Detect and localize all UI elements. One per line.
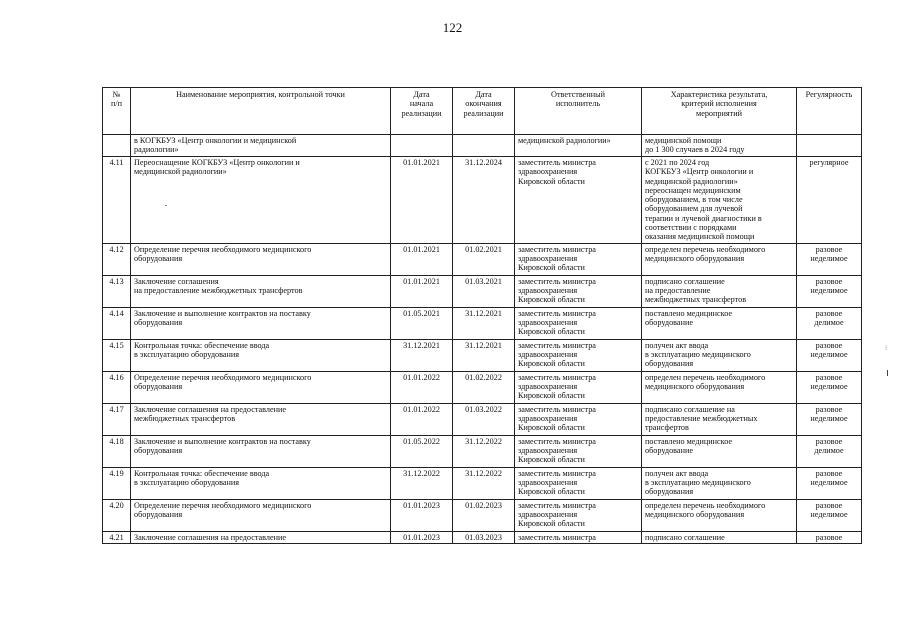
cell-name: Заключение и выполнение контрактов на поставку оборудования bbox=[131, 435, 391, 467]
cell-num: 4.19 bbox=[103, 467, 131, 499]
cell-num bbox=[103, 135, 131, 157]
cell-regularity: разовое неделимое bbox=[797, 243, 862, 275]
cell-responsible: заместитель министра здравоохранения Кировской области bbox=[515, 339, 642, 371]
table-row bbox=[103, 275, 862, 307]
header-end-date: Дата окончания реализации bbox=[453, 88, 515, 135]
cell-num: 4.14 bbox=[103, 307, 131, 339]
cell-result: медицинской помощи до 1 300 случаев в 2024 году bbox=[642, 135, 797, 157]
cell-responsible: заместитель министра bbox=[515, 531, 642, 543]
cell-regularity: разовое неделимое bbox=[797, 275, 862, 307]
cell-end: 01.02.2023 bbox=[453, 499, 515, 531]
cell-result: с 2021 по 2024 год КОГКБУЗ «Центр онкологии и медицинской радиологии» переоснащен медицинским оборудованием, в том числе оборудованием для лучевой терапии и лучевой диагностики в соответствии с порядками оказания медицинской помощи bbox=[642, 157, 797, 244]
cell-start: 31.12.2022 bbox=[391, 467, 453, 499]
cell-responsible: медицинской радиологии» bbox=[515, 135, 642, 157]
cell-start: 01.01.2021 bbox=[391, 275, 453, 307]
cell-name: Заключение соглашения на предоставление bbox=[131, 531, 391, 543]
cell-responsible: заместитель министра здравоохранения Кировской области bbox=[515, 499, 642, 531]
cell-start: 31.12.2021 bbox=[391, 339, 453, 371]
cell-name: Контрольная точка: обеспечение ввода в эксплуатацию оборудования bbox=[131, 467, 391, 499]
cell-start: 01.01.2022 bbox=[391, 403, 453, 435]
cell-num: 4.16 bbox=[103, 371, 131, 403]
table-row bbox=[103, 499, 862, 531]
cell-regularity: разовое неделимое bbox=[797, 339, 862, 371]
cell-start bbox=[391, 135, 453, 157]
cell-regularity: разовое делимое bbox=[797, 435, 862, 467]
cell-num: 4.21 bbox=[103, 531, 131, 543]
cell-name: Заключение соглашения на предоставление межбюджетных трансфертов bbox=[131, 275, 391, 307]
cell-name: Заключение соглашения на предоставление межбюджетных трансфертов bbox=[131, 403, 391, 435]
cell-regularity: регулярное bbox=[797, 157, 862, 244]
page-number: 122 bbox=[442, 20, 463, 35]
cell-end bbox=[453, 135, 515, 157]
table-row-continued bbox=[103, 135, 862, 157]
cell-regularity: разовое неделимое bbox=[797, 371, 862, 403]
header-num: № п/п bbox=[103, 88, 131, 135]
cell-regularity: разовое неделимое bbox=[797, 403, 862, 435]
cell-regularity bbox=[797, 135, 862, 157]
cell-responsible: заместитель министра здравоохранения Кировской области bbox=[515, 243, 642, 275]
cell-name: в КОГКБУЗ «Центр онкологии и медицинской радиологии» bbox=[131, 135, 391, 157]
cell-end: 31.12.2021 bbox=[453, 339, 515, 371]
cell-result: определен перечень необходимого медицинского оборудования bbox=[642, 371, 797, 403]
cell-end: 01.03.2021 bbox=[453, 275, 515, 307]
header-result: Характеристика результата, критерий исполнения мероприятий bbox=[642, 88, 797, 135]
cell-end: 01.02.2021 bbox=[453, 243, 515, 275]
header-regularity: Регулярность bbox=[797, 88, 862, 135]
cell-regularity: разовое bbox=[797, 531, 862, 543]
cell-name: Заключение и выполнение контрактов на поставку оборудования bbox=[131, 307, 391, 339]
cell-name: Определение перечня необходимого медицинского оборудования bbox=[131, 371, 391, 403]
cell-name: Определение перечня необходимого медицинского оборудования bbox=[131, 499, 391, 531]
table-row bbox=[103, 435, 862, 467]
cell-result: поставлено медицинское оборудование bbox=[642, 307, 797, 339]
cell-num: 4.13 bbox=[103, 275, 131, 307]
cell-regularity: разовое неделимое bbox=[797, 467, 862, 499]
cell-num: 4.11 bbox=[103, 157, 131, 244]
cell-num: 4.18 bbox=[103, 435, 131, 467]
cell-name: Определение перечня необходимого медицинского оборудования bbox=[131, 243, 391, 275]
cell-start: 01.01.2023 bbox=[391, 531, 453, 543]
cell-num: 4.20 bbox=[103, 499, 131, 531]
cell-num: 4.17 bbox=[103, 403, 131, 435]
cell-num: 4.15 bbox=[103, 339, 131, 371]
table-row bbox=[103, 467, 862, 499]
cell-responsible: заместитель министра здравоохранения Кировской области bbox=[515, 275, 642, 307]
cell-start: 01.01.2022 bbox=[391, 371, 453, 403]
margin-mark: ⁝ bbox=[885, 344, 888, 352]
cell-start: 01.05.2022 bbox=[391, 435, 453, 467]
cell-end: 01.02.2022 bbox=[453, 371, 515, 403]
cell-name: Переоснащение КОГКБУЗ «Центр онкологии и медицинской радиологии» bbox=[131, 157, 391, 244]
cell-end: 31.12.2021 bbox=[453, 307, 515, 339]
table-row bbox=[103, 243, 862, 275]
header-start-date: Дата начала реализации bbox=[391, 88, 453, 135]
cell-num: 4.12 bbox=[103, 243, 131, 275]
cell-start: 01.05.2021 bbox=[391, 307, 453, 339]
cell-result: определен перечень необходимого медицинского оборудования bbox=[642, 499, 797, 531]
cell-name: Контрольная точка: обеспечение ввода в эксплуатацию оборудования bbox=[131, 339, 391, 371]
cell-result: получен акт ввода в эксплуатацию медицинского оборудования bbox=[642, 467, 797, 499]
cell-responsible: заместитель министра здравоохранения Кировской области bbox=[515, 403, 642, 435]
cell-end: 01.03.2022 bbox=[453, 403, 515, 435]
cell-start: 01.01.2023 bbox=[391, 499, 453, 531]
cell-responsible: заместитель министра здравоохранения Кировской области bbox=[515, 307, 642, 339]
cell-end: 31.12.2024 bbox=[453, 157, 515, 244]
activities-table bbox=[102, 87, 862, 544]
cell-end: 31.12.2022 bbox=[453, 435, 515, 467]
cell-responsible: заместитель министра здравоохранения Кировской области bbox=[515, 371, 642, 403]
margin-tick bbox=[887, 370, 888, 376]
table-row bbox=[103, 371, 862, 403]
header-name: Наименование мероприятия, контрольной точки bbox=[131, 88, 391, 135]
table-row bbox=[103, 403, 862, 435]
cell-responsible: заместитель министра здравоохранения Кировской области bbox=[515, 467, 642, 499]
table-row bbox=[103, 339, 862, 371]
cell-result: поставлено медицинское оборудование bbox=[642, 435, 797, 467]
cell-result: подписано соглашение на предоставление межбюджетных трансфертов bbox=[642, 403, 797, 435]
table-header-row bbox=[103, 88, 862, 135]
cell-responsible: заместитель министра здравоохранения Кировской области bbox=[515, 435, 642, 467]
header-responsible: Ответственный исполнитель bbox=[515, 88, 642, 135]
cell-responsible: заместитель министра здравоохранения Кировской области bbox=[515, 157, 642, 244]
table-row bbox=[103, 531, 862, 543]
cell-result: подписано соглашение bbox=[642, 531, 797, 543]
cell-result: получен акт ввода в эксплуатацию медицинского оборудования bbox=[642, 339, 797, 371]
table-row bbox=[103, 307, 862, 339]
cell-regularity: разовое неделимое bbox=[797, 499, 862, 531]
cell-end: 01.03.2023 bbox=[453, 531, 515, 543]
cell-end: 31.12.2022 bbox=[453, 467, 515, 499]
cell-start: 01.01.2021 bbox=[391, 243, 453, 275]
cell-result: определен перечень необходимого медицинского оборудования bbox=[642, 243, 797, 275]
cell-regularity: разовое делимое bbox=[797, 307, 862, 339]
cell-result: подписано соглашение на предоставление межбюджетных трансфертов bbox=[642, 275, 797, 307]
cell-start: 01.01.2021 bbox=[391, 157, 453, 244]
scan-speck bbox=[165, 205, 167, 206]
table-row bbox=[103, 157, 862, 244]
